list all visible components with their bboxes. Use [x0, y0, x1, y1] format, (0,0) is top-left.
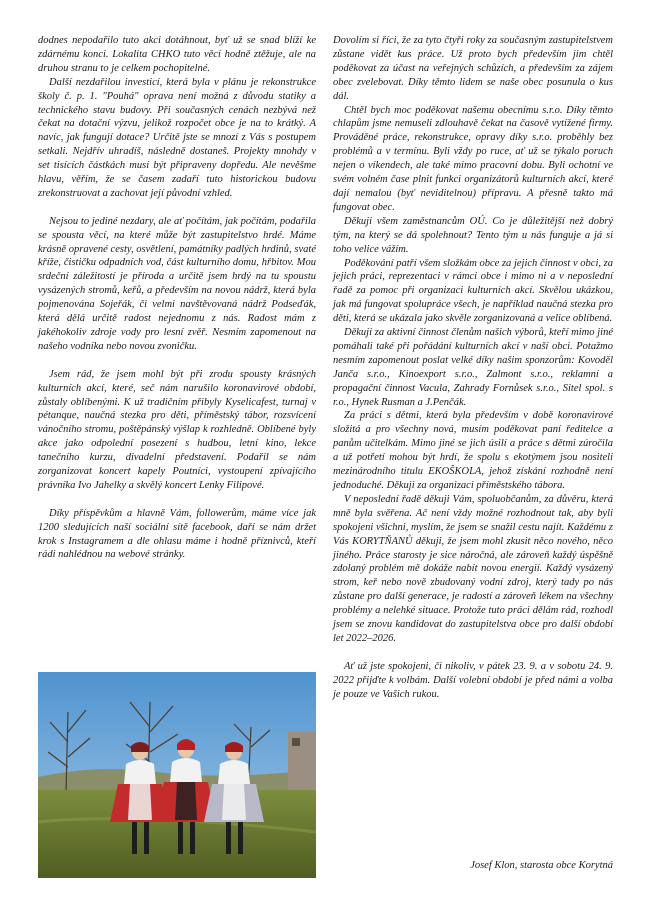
paragraph: Díky příspěvkům a hlavně Vám, followerům, máme více jak 1200 sledujících naší sociální sítě facebook, daří se nám držet krok s Instagramem a dle ohlasu máme i hodně příznivců, kteří rádi nahlédnou na webové stránky.	[38, 507, 316, 561]
photo-illustration	[38, 672, 316, 878]
paragraph: Další nezdařilou investicí, která byla v plánu je rekonstrukce školy č. p. 1. "Pouhá" oprava není možná z důvodu statiky a technického stavu budovy. Při současných cenách nezbývá než čekat na dotační výzvu, jelikož rozpočet obce je na to krátký. A navíc, jak fungují dotace? Určitě jste se mnozí z Vás s postupem setkali. Nejdřív uhradíš, následně dostaneš. Projekty mnohdy v set tisících částkách musí být připraveny dopředu. Ale nevěšme hlavu, věřím, že se časem zadaří tuto historickou budovu zrekonstruovat a zachovat její původní vzhled.	[38, 76, 316, 199]
left-column	[38, 34, 316, 562]
paragraph: dodnes nepodařilo tuto akci dotáhnout, byť už se snad blíží ke zdárnému konci. Lokalita CHKO tuto věcí hodně ztěžuje, ale na druhou stranu to je celkem pochopitelné.	[38, 35, 316, 74]
paragraph: Děkuji všem zaměstnancům OÚ. Co je důležitější než dobrý tým, na který se dá spolehnout? Tento tým u nás funguje a já si toho velice vážím.	[333, 215, 613, 255]
paragraph: Dovolím si říci, že za tyto čtyři roky za současným zastupitelstvem zůstane vidět kus práce. Už proto bych především jim chtěl poděkovat za účast na veřejných schůzích, a především za zájem obec zvelebovat. Díky těmto lidem se naše obec posunula o kus dál.	[333, 35, 613, 102]
paragraph: Chtěl bych moc poděkovat našemu obecnímu s.r.o. Díky těmto chlapům jsme nemuseli zdlouhavě čekat na časově vytížené firmy. Prováděné práce, rekonstrukce, opravy díky s.r.o. proběhly bez problémů a v termínu. Byli vždy po ruce, ať už se týkalo poruch nejen o víkendech, ale také mimo pracovní dobu. Byli ochotní ve svém volném čase plnit funkci organizátorů kulturních akcí, které dají nemalou (byť neviditelnou) přípravu. A přesně takto má fungovat obec.	[333, 104, 613, 213]
paragraph: Poděkování patří všem složkám obce za jejich činnost v obci, za jejich práci, reprezentaci v rámci obce i mimo ni a v neposlední řadě za pomoc při organizaci kulturních akcí. Skvělou ukázkou, jak má fungovat spolupráce všech, je například naučná stezka pro děti, která se ukázala jako skvěle zorganizovaná a velice oblíbená.	[333, 257, 613, 325]
paragraph: Ať už jste spokojeni, či nikoliv, v pátek 23. 9. a v sobotu 24. 9. 2022 přijďte k volbám. Další volební období je před námi a volba je pouze ve Vašich rukou.	[333, 660, 613, 700]
folk-costume-photo	[38, 672, 316, 878]
paragraph: Nejsou to jediné nezdary, ale ať počítám, jak počítám, podařila se spousta věcí, na které může být zastupitelstvo hrdé. Máme krásně opravené cesty, osvětlení, památníky padlých hrdinů, svaté kříže, čističku odpadních vod, část kulturního domu, hřbitov. Mou srdeční záležitostí je příroda a určitě jsem hrdý na tu spoustu vysázených stromů, keřů, a především na novou nádrž, která byla pojmenována Sojeřák, či velmi navštěvovaná nádrž Podseďák, která dělá určitě radost nejednomu z nás. Radost mám z jakéhokoliv zdroje vody pro lesní zvěř. Nesmím zapomenout na našeho vodníka nebo novou zvoničku.	[38, 215, 316, 352]
signature: Josef Klon, starosta obce Korytná	[470, 860, 613, 871]
paragraph: Děkuji za aktivní činnost členům našich výborů, kteří mimo jiné pomáhali také při pořádání kulturních akcí v naší obci. Potažmo nesmím zapomenout poslat velké díky našim sponzorům: Kovoděl Janča s.r.o., Kinoexport s.r.o., Zalmont s.r.o., reklamní a propagační činnost Vacula, Zahrady Fornůsek s.r.o., Sitel spol. s r.o., Hynek Rusman a J.Penčák.	[333, 327, 613, 408]
paragraph: Jsem rád, že jsem mohl být při zrodu spousty krásných kulturních akcí, které, seč nám narušilo koronavirové období, zůstaly oblíbenými. K už tradičním přibyly Kyselicafest, turnaj v pétanque, naučná stezka pro děti, příměstský tábor, rozsvícení vánočního stromu, poštěpánský výšlap k rozhledně. Oblíbené byly akce jako odpolední posezení s hudbou, letní kino, lekce tanečního kurzu, divadelní představení. Podařil se nám zorganizovat koncert kapely Poutníci, vystoupení zpívajícího právníka Ivo Jahelky a skvělý koncert Lenky Filipové.	[38, 368, 316, 491]
paragraph: V neposlední řadě děkuji Vám, spoluobčanům, za důvěru, která mně byla svěřena. Ač není vždy možné rozhodnout tak, aby byli spokojeni všichni, myslím, že jsem se snažil cestu najít. Každému z Vás KORYTŇANŮ děkuji, že jsem mohl zkusit něco nového, něco jiného. Práce starosty je sice náročná, ale zároveň každý úspěšně zdolaný problém mě dokáže nabít novou energií. Každý vysázený strom, keř nebo nově zbudovaný vodní zdroj, který tady po nás zůstane pro další generace, je radostí a zároveň lékem na všechny problémy a nelehké situace. Protože tuto práci dělám rád, rozhodl jsem se znovu kandidovat do zastupitelstva obce pro další období let 2022–2026.	[333, 493, 613, 644]
right-column	[333, 34, 613, 701]
paragraph: Za práci s dětmi, která byla především v době koronavirové složitá a pro všechny nová, musím poděkovat paní ředitelce a panům učitelkám. Mimo jiné se jich úsilí a práce s dětmi zúročila a už potřetí mohou být hrdí, že spolu s ekotýmem jsou nositeli mezinárodního titulu EKOŠKOLA, jehož získání rozhodně není jednoduché. Děkuji za organizaci příměstského tábora.	[333, 410, 613, 491]
